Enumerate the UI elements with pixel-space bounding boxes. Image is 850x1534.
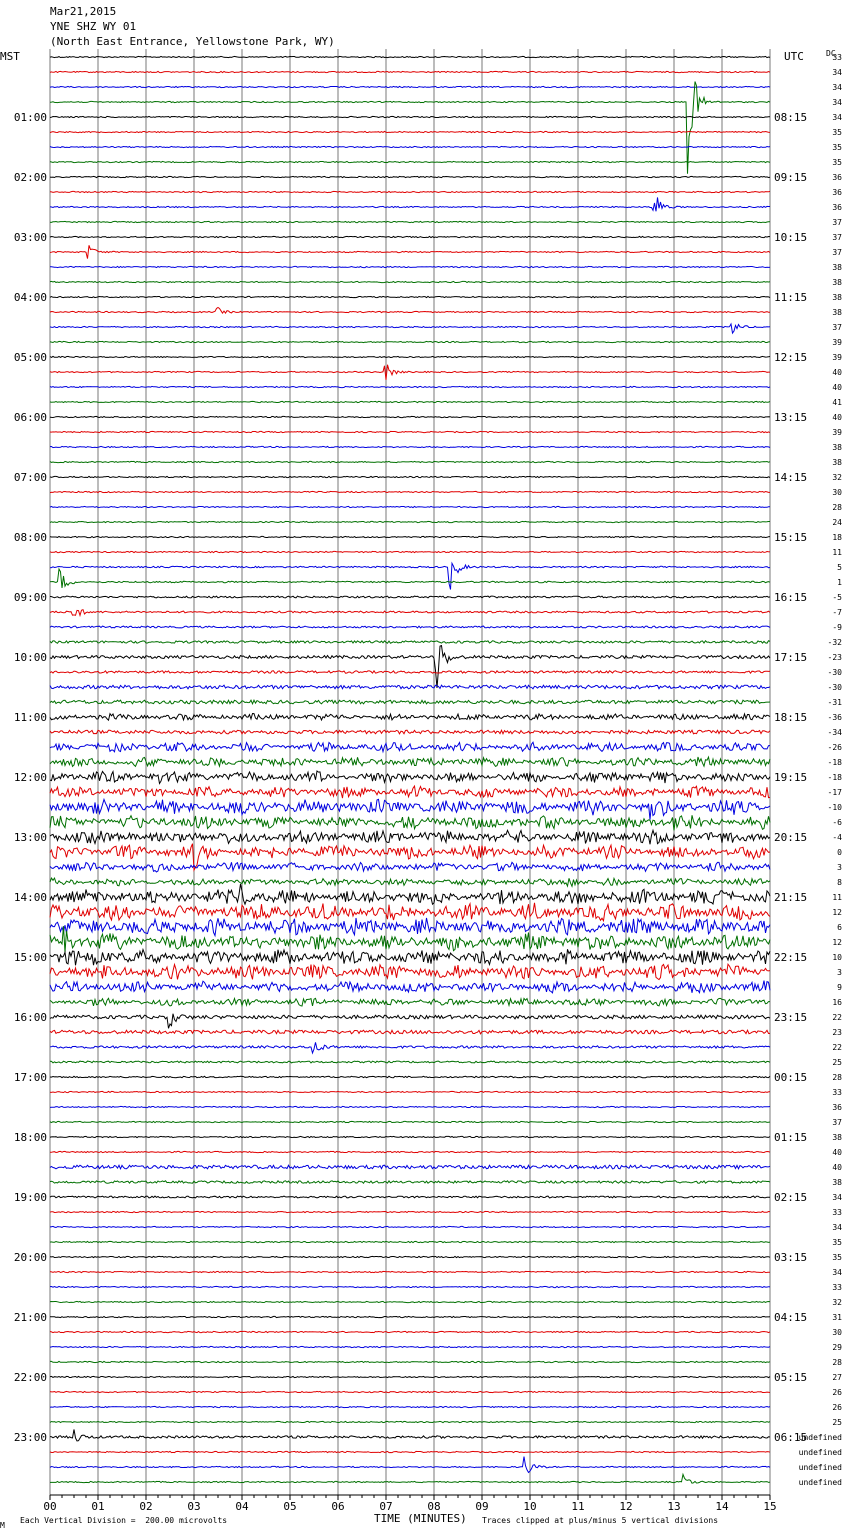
trace-row — [50, 1226, 770, 1227]
dc-offset-label: 38 — [832, 308, 842, 317]
dc-offset-label: 22 — [832, 1013, 842, 1022]
trace-row — [50, 1136, 770, 1137]
utc-hour-label: 00:15 — [774, 1071, 808, 1084]
x-tick-label: 15 — [763, 1500, 777, 1513]
dc-offset-label: 23 — [832, 1028, 842, 1037]
dc-offset-label: 39 — [832, 428, 842, 437]
dc-offset-label: -30 — [827, 668, 842, 677]
dc-offset-label: -31 — [827, 698, 842, 707]
mst-hour-label: 05:00 — [13, 351, 47, 364]
dc-offset-label: -18 — [827, 758, 842, 767]
trace-row — [50, 714, 770, 721]
dc-offset-label: 35 — [832, 1253, 842, 1262]
dc-offset-label: 1 — [837, 578, 842, 587]
trace-row — [50, 536, 770, 537]
mst-hour-label: 08:00 — [13, 531, 47, 544]
dc-offset-label: 34 — [832, 1223, 842, 1232]
x-tick-label: 04 — [235, 1500, 249, 1513]
trace-row — [50, 71, 770, 72]
trace-row — [50, 356, 770, 357]
trace-row — [50, 1151, 770, 1152]
mst-axis-label: MST — [0, 50, 20, 63]
dc-offset-label: 34 — [832, 68, 842, 77]
trace-row — [50, 830, 770, 844]
dc-offset-label: -18 — [827, 773, 842, 782]
dc-offset-label: 8 — [837, 878, 842, 887]
dc-offset-label: -4 — [832, 833, 842, 842]
x-tick-label: 09 — [475, 1500, 489, 1513]
trace-row — [50, 1121, 770, 1122]
trace-row — [50, 1271, 770, 1272]
dc-offset-label: 10 — [832, 953, 842, 962]
trace-row — [50, 949, 770, 965]
trace-row — [50, 1196, 770, 1198]
trace-row — [50, 641, 770, 643]
dc-offset-label: 37 — [832, 218, 842, 227]
dc-offset-label: 38 — [832, 278, 842, 287]
dc-offset-label: 33 — [832, 1088, 842, 1097]
dc-offset-label: 0 — [837, 848, 842, 857]
dc-offset-label: -17 — [827, 788, 842, 797]
dc-offset-label: -23 — [827, 653, 842, 662]
station-code: YNE SHZ WY 01 — [50, 20, 137, 33]
trace-row — [50, 626, 770, 628]
trace-row — [50, 903, 770, 921]
mst-hour-label: 02:00 — [13, 171, 47, 184]
dc-offset-label: -7 — [832, 608, 842, 617]
utc-hour-label: 22:15 — [774, 951, 808, 964]
x-tick-label: 14 — [715, 1500, 729, 1513]
utc-hour-label: 20:15 — [774, 831, 808, 844]
trace-row — [50, 998, 770, 1006]
dc-offset-label: 40 — [832, 413, 842, 422]
trace-row — [50, 1042, 770, 1053]
dc-offset-label: 25 — [832, 1058, 842, 1067]
dc-offset-label: 38 — [832, 293, 842, 302]
trace-row — [50, 815, 770, 830]
utc-hour-label: 13:15 — [774, 411, 808, 424]
mst-hour-label: 23:00 — [13, 1431, 47, 1444]
dc-offset-label: undefined — [798, 1433, 842, 1442]
dc-offset-label: 33 — [832, 1208, 842, 1217]
utc-hour-label: 10:15 — [774, 231, 808, 244]
mst-hour-label: 19:00 — [13, 1191, 47, 1204]
x-tick-label: 02 — [139, 1500, 153, 1513]
dc-offset-label: 31 — [832, 1313, 842, 1322]
dc-offset-label: 39 — [832, 338, 842, 347]
x-tick-label: 01 — [91, 1500, 105, 1513]
dc-offset-label: 40 — [832, 368, 842, 377]
dc-offset-label: 18 — [832, 533, 842, 542]
trace-row — [50, 1451, 770, 1452]
dc-offset-label: 26 — [832, 1388, 842, 1397]
trace-row — [50, 266, 770, 267]
trace-row — [50, 610, 770, 616]
mst-hour-label: 04:00 — [13, 291, 47, 304]
dc-offset-label: 3 — [837, 968, 842, 977]
utc-hour-label: 16:15 — [774, 591, 808, 604]
dc-offset-label: 40 — [832, 383, 842, 392]
mst-hour-label: 16:00 — [13, 1011, 47, 1024]
mst-hour-label: 11:00 — [13, 711, 47, 724]
trace-row — [50, 569, 770, 588]
trace-row — [50, 245, 770, 258]
mst-hour-label: 03:00 — [13, 231, 47, 244]
dc-offset-label: 9 — [837, 983, 842, 992]
trace-row — [50, 221, 770, 222]
mst-hour-label: 18:00 — [13, 1131, 47, 1144]
trace-row — [50, 646, 770, 688]
dc-offset-label: 37 — [832, 233, 842, 242]
dc-offset-label: 38 — [832, 263, 842, 272]
utc-hour-label: 11:15 — [774, 291, 808, 304]
dc-offset-label: undefined — [798, 1448, 842, 1457]
trace-row — [50, 1286, 770, 1287]
dc-offset-label: 36 — [832, 173, 842, 182]
utc-hour-label: 18:15 — [774, 711, 808, 724]
dc-offset-label: 36 — [832, 203, 842, 212]
dc-offset-label: 27 — [832, 1373, 842, 1382]
trace-row — [50, 296, 770, 297]
trace-row — [50, 82, 770, 174]
trace-row — [50, 1316, 770, 1317]
trace-row — [50, 918, 770, 936]
trace-row — [50, 131, 770, 132]
dc-offset-label: -9 — [832, 623, 842, 632]
trace-row — [50, 742, 770, 752]
dc-offset-label: 34 — [832, 1193, 842, 1202]
utc-hour-label: 02:15 — [774, 1191, 808, 1204]
trace-row — [50, 844, 770, 870]
trace-row — [50, 671, 770, 673]
dc-offset-label: 26 — [832, 1403, 842, 1412]
dc-offset-label: 35 — [832, 143, 842, 152]
dc-offset-label: 28 — [832, 1073, 842, 1082]
dc-offset-label: 38 — [832, 1133, 842, 1142]
dc-offset-label: -34 — [827, 728, 842, 737]
trace-row — [50, 324, 770, 333]
dc-offset-label: 40 — [832, 1163, 842, 1172]
corner-mark: M — [0, 1521, 5, 1530]
utc-hour-label: 17:15 — [774, 651, 808, 664]
trace-row — [50, 308, 770, 314]
dc-offset-label: 37 — [832, 1118, 842, 1127]
dc-offset-label: 6 — [837, 923, 842, 932]
dc-offset-label: -6 — [832, 818, 842, 827]
utc-hour-label: 06:15 — [774, 1431, 808, 1444]
dc-offset-label: 28 — [832, 503, 842, 512]
x-tick-label: 10 — [523, 1500, 537, 1513]
trace-row — [50, 1106, 770, 1107]
trace-row — [50, 1211, 770, 1212]
dc-offset-label: 12 — [832, 908, 842, 917]
trace-row — [50, 1361, 770, 1362]
dc-offset-label: undefined — [798, 1463, 842, 1472]
mst-hour-label: 21:00 — [13, 1311, 47, 1324]
trace-row — [50, 1391, 770, 1392]
trace-row — [50, 1014, 770, 1029]
trace-row — [50, 786, 770, 798]
dc-offset-label: 25 — [832, 1418, 842, 1427]
mst-hour-label: 22:00 — [13, 1371, 47, 1384]
dc-offset-label: 40 — [832, 1148, 842, 1157]
clip-note: Traces clipped at plus/minus 5 vertical divisions — [482, 1516, 719, 1525]
dc-offset-label: 38 — [832, 1178, 842, 1187]
trace-row — [50, 1030, 770, 1034]
dc-offset-label: 11 — [832, 548, 842, 557]
trace-row — [50, 461, 770, 462]
dc-offset-label: 28 — [832, 1358, 842, 1367]
x-tick-label: 00 — [43, 1500, 57, 1513]
dc-offset-label: 30 — [832, 1328, 842, 1337]
trace-row — [50, 1165, 770, 1169]
trace-row — [50, 416, 770, 417]
trace-row — [50, 491, 770, 492]
x-tick-label: 11 — [571, 1500, 585, 1513]
x-tick-label: 05 — [283, 1500, 297, 1513]
trace-row — [50, 730, 770, 734]
mst-hour-label: 20:00 — [13, 1251, 47, 1264]
dc-offset-label: 33 — [832, 53, 842, 62]
trace-row — [50, 281, 770, 282]
trace-row — [50, 197, 770, 211]
utc-hour-label: 12:15 — [774, 351, 808, 364]
trace-row — [50, 884, 770, 904]
x-tick-label: 06 — [331, 1500, 345, 1513]
dc-offset-label: 38 — [832, 458, 842, 467]
mst-hour-label: 15:00 — [13, 951, 47, 964]
dc-offset-label: -32 — [827, 638, 842, 647]
dc-offset-label: 30 — [832, 488, 842, 497]
utc-hour-label: 15:15 — [774, 531, 808, 544]
trace-row — [50, 563, 770, 589]
mst-hour-label: 01:00 — [13, 111, 47, 124]
trace-row — [50, 56, 770, 57]
mst-hour-label: 07:00 — [13, 471, 47, 484]
dc-offset-label: 29 — [832, 1343, 842, 1352]
trace-row — [50, 1241, 770, 1242]
dc-offset-label: 16 — [832, 998, 842, 1007]
trace-row — [50, 116, 770, 117]
trace-row — [50, 236, 770, 237]
dc-offset-label: 22 — [832, 1043, 842, 1052]
trace-row — [50, 176, 770, 177]
dc-offset-label: 41 — [832, 398, 842, 407]
scale-note: Each Vertical Division = 200.00 microvolts — [20, 1516, 228, 1525]
mst-hour-label: 14:00 — [13, 891, 47, 904]
dc-offset-label: 34 — [832, 98, 842, 107]
dc-offset-label: 37 — [832, 323, 842, 332]
mst-hour-label: 06:00 — [13, 411, 47, 424]
dc-offset-label: -30 — [827, 683, 842, 692]
trace-row — [50, 1474, 770, 1483]
dc-offset-label: 34 — [832, 1268, 842, 1277]
trace-row — [50, 1421, 770, 1422]
mst-hour-label: 09:00 — [13, 591, 47, 604]
x-axis-title: TIME (MINUTES) — [374, 1512, 467, 1525]
mst-hour-label: 10:00 — [13, 651, 47, 664]
trace-row — [50, 431, 770, 432]
trace-row — [50, 862, 770, 872]
utc-hour-label: 21:15 — [774, 891, 808, 904]
trace-row — [50, 1076, 770, 1077]
dc-offset-label: 39 — [832, 353, 842, 362]
trace-row — [50, 757, 770, 766]
dc-offset-label: 5 — [837, 563, 842, 572]
trace-row — [50, 964, 770, 979]
station-location: (North East Entrance, Yellowstone Park, WY) — [50, 35, 335, 48]
trace-row — [50, 161, 770, 162]
utc-hour-label: 23:15 — [774, 1011, 808, 1024]
dc-offset-label: 36 — [832, 1103, 842, 1112]
dc-offset-label: 34 — [832, 83, 842, 92]
trace-row — [50, 1376, 770, 1377]
mst-hour-label: 17:00 — [13, 1071, 47, 1084]
x-tick-label: 03 — [187, 1500, 201, 1513]
plot-date: Mar21,2015 — [50, 5, 117, 18]
dc-offset-label: -10 — [827, 803, 842, 812]
x-tick-label: 12 — [619, 1500, 633, 1513]
trace-row — [50, 341, 770, 342]
dc-offset-label: 38 — [832, 443, 842, 452]
utc-hour-label: 09:15 — [774, 171, 808, 184]
trace-row — [50, 1406, 770, 1407]
trace-row — [50, 1457, 770, 1473]
x-tick-label: 07 — [379, 1500, 393, 1513]
trace-row — [50, 386, 770, 387]
dc-offset-label: 36 — [832, 188, 842, 197]
trace-row — [50, 1061, 770, 1063]
dc-offset-label: 11 — [832, 893, 842, 902]
trace-row — [50, 1091, 770, 1092]
dc-offset-label: 24 — [832, 518, 842, 527]
trace-row — [50, 1181, 770, 1183]
dc-offset-label: undefined — [798, 1478, 842, 1487]
utc-hour-label: 08:15 — [774, 111, 808, 124]
x-tick-label: 08 — [427, 1500, 441, 1513]
dc-offset-label: 12 — [832, 938, 842, 947]
dc-offset-label: 32 — [832, 1298, 842, 1307]
trace-row — [50, 521, 770, 522]
utc-hour-label: 14:15 — [774, 471, 808, 484]
dc-offset-label: 33 — [832, 1283, 842, 1292]
trace-row — [50, 1331, 770, 1332]
mst-hour-label: 13:00 — [13, 831, 47, 844]
dc-offset-label: 35 — [832, 1238, 842, 1247]
trace-row — [50, 365, 770, 380]
dc-offset-label: -5 — [832, 593, 842, 602]
trace-row — [50, 799, 770, 819]
utc-hour-label: 05:15 — [774, 1371, 808, 1384]
trace-row — [50, 146, 770, 147]
trace-row — [50, 551, 770, 552]
trace-row — [50, 1301, 770, 1302]
utc-axis-label: UTC — [784, 50, 804, 63]
dc-offset-label: 35 — [832, 128, 842, 137]
trace-row — [50, 1256, 770, 1257]
dc-offset-label: 37 — [832, 248, 842, 257]
trace-row — [50, 476, 770, 477]
trace-row — [50, 401, 770, 402]
dc-offset-label: 35 — [832, 158, 842, 167]
x-tick-label: 13 — [667, 1500, 681, 1513]
dc-axis-label: DC — [826, 49, 836, 58]
utc-hour-label: 03:15 — [774, 1251, 808, 1264]
trace-row — [50, 700, 770, 704]
utc-hour-label: 19:15 — [774, 771, 808, 784]
dc-offset-label: 34 — [832, 113, 842, 122]
dc-offset-label: 3 — [837, 863, 842, 872]
trace-row — [50, 86, 770, 87]
trace-row — [50, 506, 770, 507]
trace-row — [50, 981, 770, 993]
trace-row — [50, 1346, 770, 1347]
trace-row — [50, 685, 770, 689]
trace-row — [50, 878, 770, 886]
dc-offset-label: 32 — [832, 473, 842, 482]
trace-row — [50, 1429, 770, 1441]
utc-hour-label: 01:15 — [774, 1131, 808, 1144]
trace-row — [50, 596, 770, 598]
dc-offset-label: -26 — [827, 743, 842, 752]
trace-row — [50, 446, 770, 447]
trace-row — [50, 191, 770, 192]
trace-row — [50, 771, 770, 784]
dc-offset-label: -36 — [827, 713, 842, 722]
utc-hour-label: 04:15 — [774, 1311, 808, 1324]
mst-hour-label: 12:00 — [13, 771, 47, 784]
